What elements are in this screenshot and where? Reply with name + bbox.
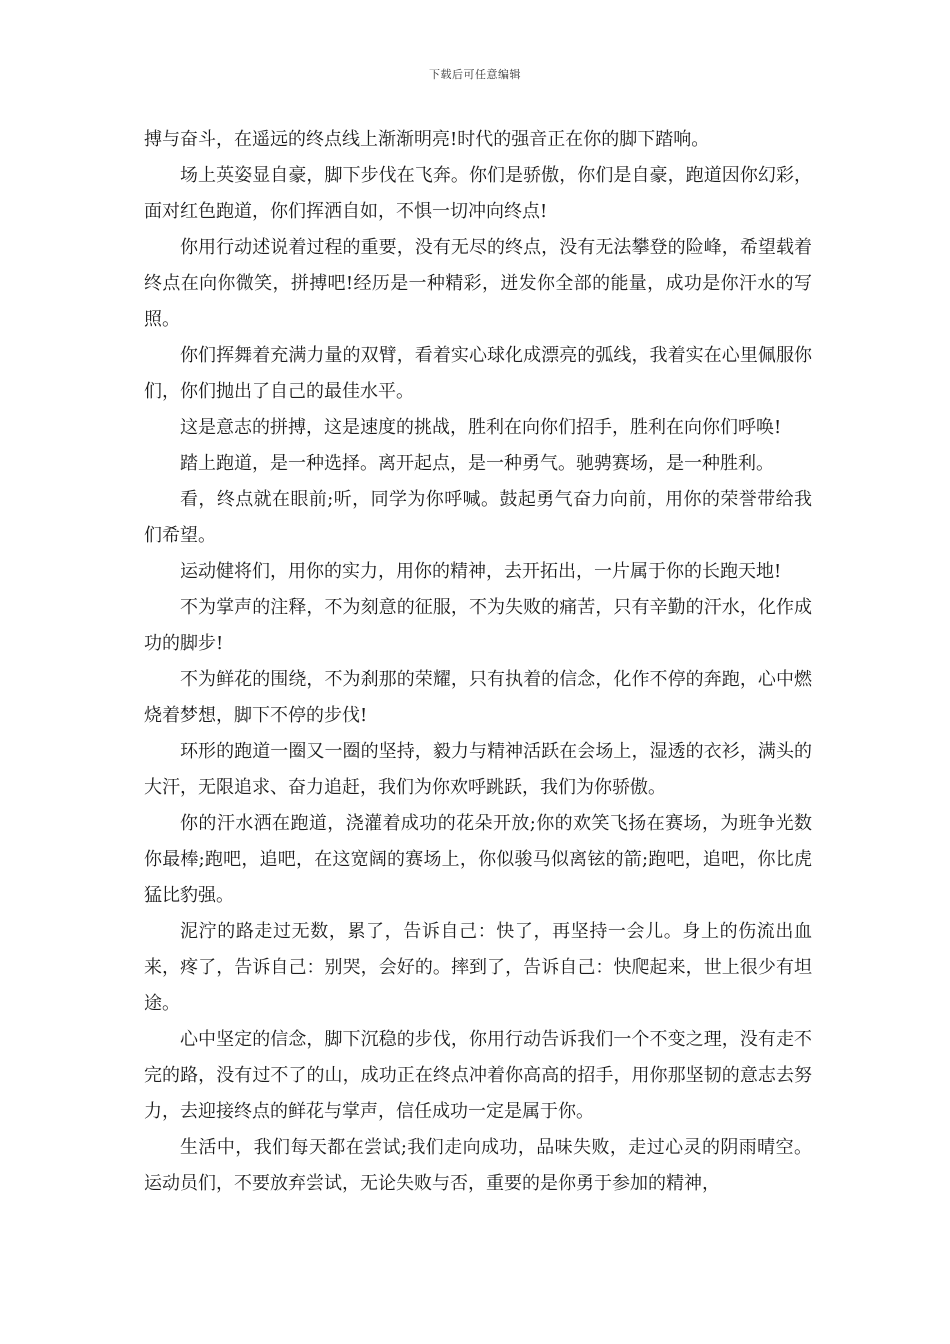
paragraph: 心中坚定的信念，脚下沉稳的步伐，你用行动告诉我们一个不变之理，没有走不完的路，没有过不了的山，成功正在终点冲着你高高的招手，用你那坚韧的意志去努力，去迎接终点的鲜花与掌声，信任成功一定是属于你。 — [144, 1029, 812, 1122]
paragraph: 搏与奋斗，在遥远的终点线上渐渐明亮!时代的强音正在你的脚下踏响。 — [144, 129, 710, 150]
paragraph: 这是意志的拼搏，这是速度的挑战，胜利在向你们招手，胜利在向你们呼唤! — [180, 417, 782, 438]
paragraph: 泥泞的路走过无数，累了，告诉自己：快了，再坚持一会儿。身上的伤流出血来，疼了，告诉自己：别哭，会好的。摔到了，告诉自己：快爬起来，世上很少有坦途。 — [144, 921, 812, 1014]
paragraph: 你的汗水洒在跑道，浇灌着成功的花朵开放;你的欢笑飞扬在赛场，为班争光数你最棒;跑吧，追吧，在这宽阔的赛场上，你似骏马似离铉的箭;跑吧，追吧，你比虎猛比豹强。 — [144, 813, 812, 906]
paragraph: 不为鲜花的围绕，不为刹那的荣耀，只有执着的信念，化作不停的奔跑，心中燃烧着梦想，脚下不停的步伐! — [144, 669, 812, 726]
paragraph: 环形的跑道一圈又一圈的坚持，毅力与精神活跃在会场上，湿透的衣衫，满头的大汗，无限追求、奋力追赶，我们为你欢呼跳跃，我们为你骄傲。 — [144, 741, 812, 798]
paragraph: 踏上跑道，是一种选择。离开起点，是一种勇气。驰骋赛场，是一种胜利。 — [180, 453, 774, 474]
paragraph: 你用行动述说着过程的重要，没有无尽的终点，没有无法攀登的险峰，希望载着终点在向你微笑，拼搏吧!经历是一种精彩，迸发你全部的能量，成功是你汗水的写照。 — [144, 237, 812, 330]
paragraph: 不为掌声的注释，不为刻意的征服，不为失败的痛苦，只有辛勤的汗水，化作成功的脚步! — [144, 597, 812, 654]
paragraph: 看，终点就在眼前;听，同学为你呼喊。鼓起勇气奋力向前，用你的荣誉带给我们希望。 — [144, 489, 812, 546]
paragraph: 你们挥舞着充满力量的双臂，看着实心球化成漂亮的弧线，我着实在心里佩服你们，你们抛出了自己的最佳水平。 — [144, 345, 812, 402]
paragraph: 场上英姿显自豪，脚下步伐在飞奔。你们是骄傲，你们是自豪，跑道因你幻彩，面对红色跑道，你们挥洒自如，不惧一切冲向终点! — [144, 165, 812, 222]
paragraph: 运动健将们，用你的实力，用你的精神，去开拓出，一片属于你的长跑天地! — [180, 561, 782, 582]
document-body — [144, 122, 812, 1202]
paragraph: 生活中，我们每天都在尝试;我们走向成功，品味失败，走过心灵的阴雨晴空。运动员们，不要放弃尝试，无论失败与否，重要的是你勇于参加的精神， — [144, 1137, 812, 1194]
page-header: 下载后可任意编辑 — [429, 68, 521, 81]
